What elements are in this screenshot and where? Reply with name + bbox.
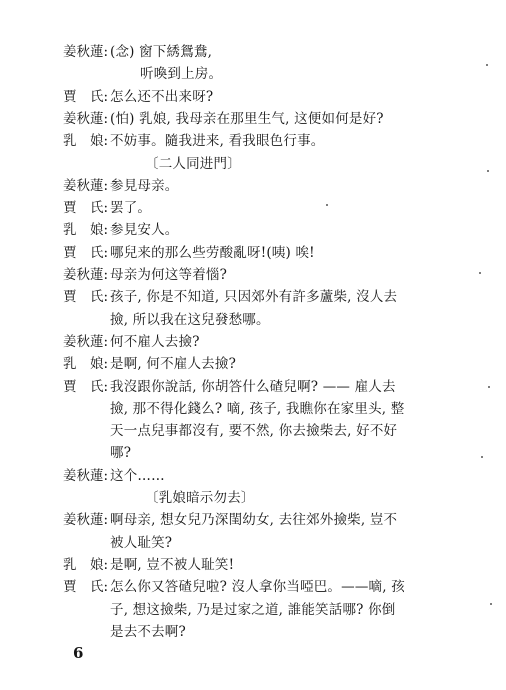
scan-speck bbox=[326, 204, 328, 206]
scan-speck bbox=[486, 64, 488, 66]
dialogue-line: 哪? bbox=[110, 445, 132, 462]
scan-speck bbox=[488, 386, 490, 388]
page-number: 6 bbox=[73, 644, 84, 662]
speaker-label: 姜秋蓮: bbox=[63, 267, 109, 283]
speaker-label: 乳 娘: bbox=[63, 222, 109, 239]
speaker-label: 姜秋蓮: bbox=[63, 512, 109, 529]
scan-speck bbox=[487, 170, 489, 172]
speaker-label: 姜秋蓮: bbox=[63, 110, 109, 127]
dialogue-line: 这个…… bbox=[110, 467, 165, 484]
dialogue-line: 天一点兒事都沒有, 要不然, 你去撿柴去, 好不好 bbox=[110, 423, 398, 440]
speaker-label: 賈 氏: bbox=[63, 244, 109, 261]
speaker-label: 賈 氏: bbox=[63, 88, 109, 105]
scan-speck bbox=[481, 456, 483, 458]
scan-speck bbox=[490, 603, 492, 605]
dialogue-line: 啊母亲, 想女兒乃深閨幼女, 去往郊外撿柴, 豈不 bbox=[110, 512, 398, 529]
dialogue-line: 被人耻笑? bbox=[110, 534, 173, 551]
dialogue-line: 参見母亲。 bbox=[110, 177, 179, 194]
dialogue-line: 不妨事。隨我进来, 看我眼色行事。 bbox=[110, 133, 325, 150]
speaker-label: 乳 娘: bbox=[63, 556, 109, 573]
dialogue-line: 〔二人同进門〕 bbox=[145, 155, 241, 172]
dialogue-line: 何不雇人去撿? bbox=[110, 333, 200, 350]
dialogue-line: 是去不去啊? bbox=[110, 623, 186, 640]
speaker-label: 賈 氏: bbox=[63, 378, 109, 395]
scan-speck bbox=[479, 272, 481, 274]
dialogue-line: 怎么你又答碴兒啦? 沒人拿你当啞巴。——嘀, 孩 bbox=[110, 579, 405, 596]
dialogue-line: 撿, 所以我在这兒發愁哪。 bbox=[110, 311, 270, 328]
speaker-label: 姜秋蓮: bbox=[63, 467, 109, 484]
speaker-label: 賈 氏: bbox=[63, 579, 109, 596]
dialogue-line: (怕) 乳娘, 我母亲在那里生气, 这便如何是好? bbox=[110, 110, 384, 127]
dialogue-line: (念) 窗下綉鴛鴦, bbox=[110, 44, 213, 60]
dialogue-line: 罢了。 bbox=[110, 200, 152, 217]
dialogue-line: 是啊, 何不雇人去撿? bbox=[110, 356, 237, 373]
dialogue-line: 是啊, 豈不被人耻笑! bbox=[110, 556, 235, 573]
dialogue-line: 母亲为何这等着惱? bbox=[110, 267, 228, 283]
speaker-label: 乳 娘: bbox=[63, 133, 109, 150]
dialogue-line: 撿, 那不得化錢么? 嘀, 孩子, 我瞧你在家里头, 整 bbox=[110, 400, 405, 417]
dialogue-line: 参見安人。 bbox=[110, 222, 179, 239]
dialogue-line: 哪兒来的那么些劳酸亂呀!(咦) 唉! bbox=[110, 244, 315, 261]
speaker-label: 姜秋蓮: bbox=[63, 44, 109, 60]
dialogue-line: 我沒跟你說話, 你胡答什么碴兒啊? —— 雇人去 bbox=[110, 378, 396, 395]
speaker-label: 賈 氏: bbox=[63, 200, 109, 217]
dialogue-line: 子, 想这撿柴, 乃是过家之道, 誰能笑話哪? 你倒 bbox=[110, 601, 396, 618]
dialogue-line: 〔乳娘暗示勿去〕 bbox=[145, 490, 255, 506]
dialogue-line: 怎么还不出来呀? bbox=[110, 88, 214, 105]
dialogue-line: 听喚到上房。 bbox=[140, 66, 223, 83]
speaker-label: 乳 娘: bbox=[63, 356, 109, 373]
speaker-label: 賈 氏: bbox=[63, 289, 109, 306]
speaker-label: 姜秋蓮: bbox=[63, 333, 109, 350]
speaker-label: 姜秋蓮: bbox=[63, 177, 109, 194]
dialogue-line: 孩子, 你是不知道, 只因郊外有許多蘆柴, 沒人去 bbox=[110, 289, 398, 306]
